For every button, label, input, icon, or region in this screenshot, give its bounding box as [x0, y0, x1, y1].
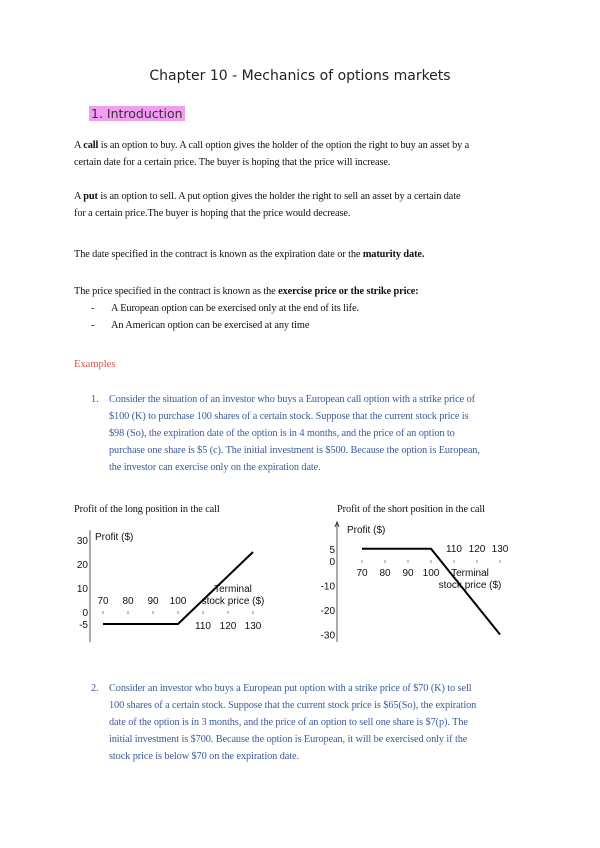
y-tick-label: -10	[320, 581, 335, 593]
example-line: date of the option is in 3 months, and the price of an option to sell one share is $7(p). The	[109, 717, 468, 728]
y-tick-label: -30	[320, 630, 335, 642]
x-tick-label: 80	[379, 568, 391, 579]
y-tick-label: 20	[76, 560, 88, 571]
bullet-item: - An American option can be exercised at any time	[91, 320, 310, 331]
x-tick-label: 70	[97, 596, 109, 607]
y-tick-label: 10	[76, 584, 88, 595]
y-tick-label: 30	[76, 536, 88, 547]
x-tick-label: 70	[356, 568, 368, 579]
y-tick-label: 5	[329, 544, 335, 556]
text: The price specified in the contract is known as the	[74, 286, 279, 297]
example-line: $100 (K) to purchase 100 shares of a certain stock. Suppose that the current stock price is	[109, 411, 469, 422]
y-axis-label: Profit ($)	[347, 525, 386, 536]
y-tick-label: -20	[320, 606, 335, 617]
term-maturity: maturity date.	[362, 249, 425, 260]
list-number: 2.	[91, 683, 99, 694]
text: A	[74, 191, 84, 202]
text: A	[74, 140, 84, 151]
example-line: the investor can exercise only on the expiration date.	[109, 462, 321, 473]
term-put: put	[83, 191, 98, 202]
y-tick-label: 0	[329, 557, 335, 568]
y-axis-label: Profit ($)	[95, 532, 134, 543]
list-number: 1.	[91, 394, 99, 405]
x-axis-label: Terminal stock price ($)	[438, 568, 502, 591]
example-line: 100 shares of a certain stock. Suppose that the current stock price is $65(So), the expiration	[109, 700, 477, 711]
bullet-text: An American option can be exercised at any time	[111, 320, 310, 331]
text: is an option to buy. A call option gives the holder of the option the right to buy an asset by a	[98, 140, 470, 151]
x-tick-label: 100	[422, 568, 440, 579]
text: is an option to sell. A put option gives the holder the right to sell an asset by a certain date	[97, 191, 461, 202]
text: The date specified in the contract is known as the expiration date or the	[74, 249, 363, 260]
x-axis-label: Terminal stock price ($)	[201, 584, 265, 607]
example-line: initial investment is $700. Because the option is European, it will be exercised only if the	[109, 734, 468, 745]
examples-heading: Examples	[74, 359, 116, 370]
page-title: Chapter 10 - Mechanics of options markets	[149, 68, 451, 84]
term-call: call	[83, 140, 99, 151]
bullet-text: A European option can be exercised only at the end of its life.	[111, 303, 359, 314]
example-line: stock price is below $70 on the expiration date.	[109, 751, 299, 762]
example-line: $98 (So), the expiration date of the option is in 4 months, and the price of an option to	[109, 428, 455, 439]
x-tick-label: 80	[122, 596, 134, 607]
x-tick-label: 90	[147, 596, 159, 607]
section-heading: 1. Introduction	[91, 106, 183, 121]
example-line: Consider the situation of an investor who buys a European call option with a strike price of	[109, 394, 475, 405]
example-line: purchase one share is $5 (c). The initial investment is $500. Because the option is European,	[109, 445, 480, 456]
term-strike: exercise price or the strike price:	[278, 286, 419, 297]
x-tick-label: 130	[491, 544, 509, 555]
x-tick-label: 110	[195, 621, 211, 632]
chart-title-short-call: Profit of the short position in the call	[337, 504, 485, 515]
x-tick-label: 120	[219, 621, 237, 632]
bullet-item: - A European option can be exercised only at the end of its life.	[91, 303, 359, 314]
x-tick-label: 120	[468, 544, 486, 555]
paragraph-line: for a certain price.The buyer is hoping that the price would decrease.	[74, 208, 351, 219]
x-tick-label: 100	[169, 596, 187, 607]
x-tick-label: 130	[244, 621, 262, 632]
example-line: Consider an investor who buys a European put option with a strike price of $70 (K) to sell	[109, 683, 472, 694]
x-tick-label: 110	[446, 544, 462, 555]
chart-title-long-call: Profit of the long position in the call	[74, 504, 220, 515]
y-tick-label: 0	[82, 608, 88, 619]
paragraph-line: certain date for a certain price. The buyer is hoping that the price will increase.	[74, 157, 391, 168]
x-tick-label: 90	[402, 568, 414, 579]
y-tick-label: -5	[79, 620, 88, 631]
